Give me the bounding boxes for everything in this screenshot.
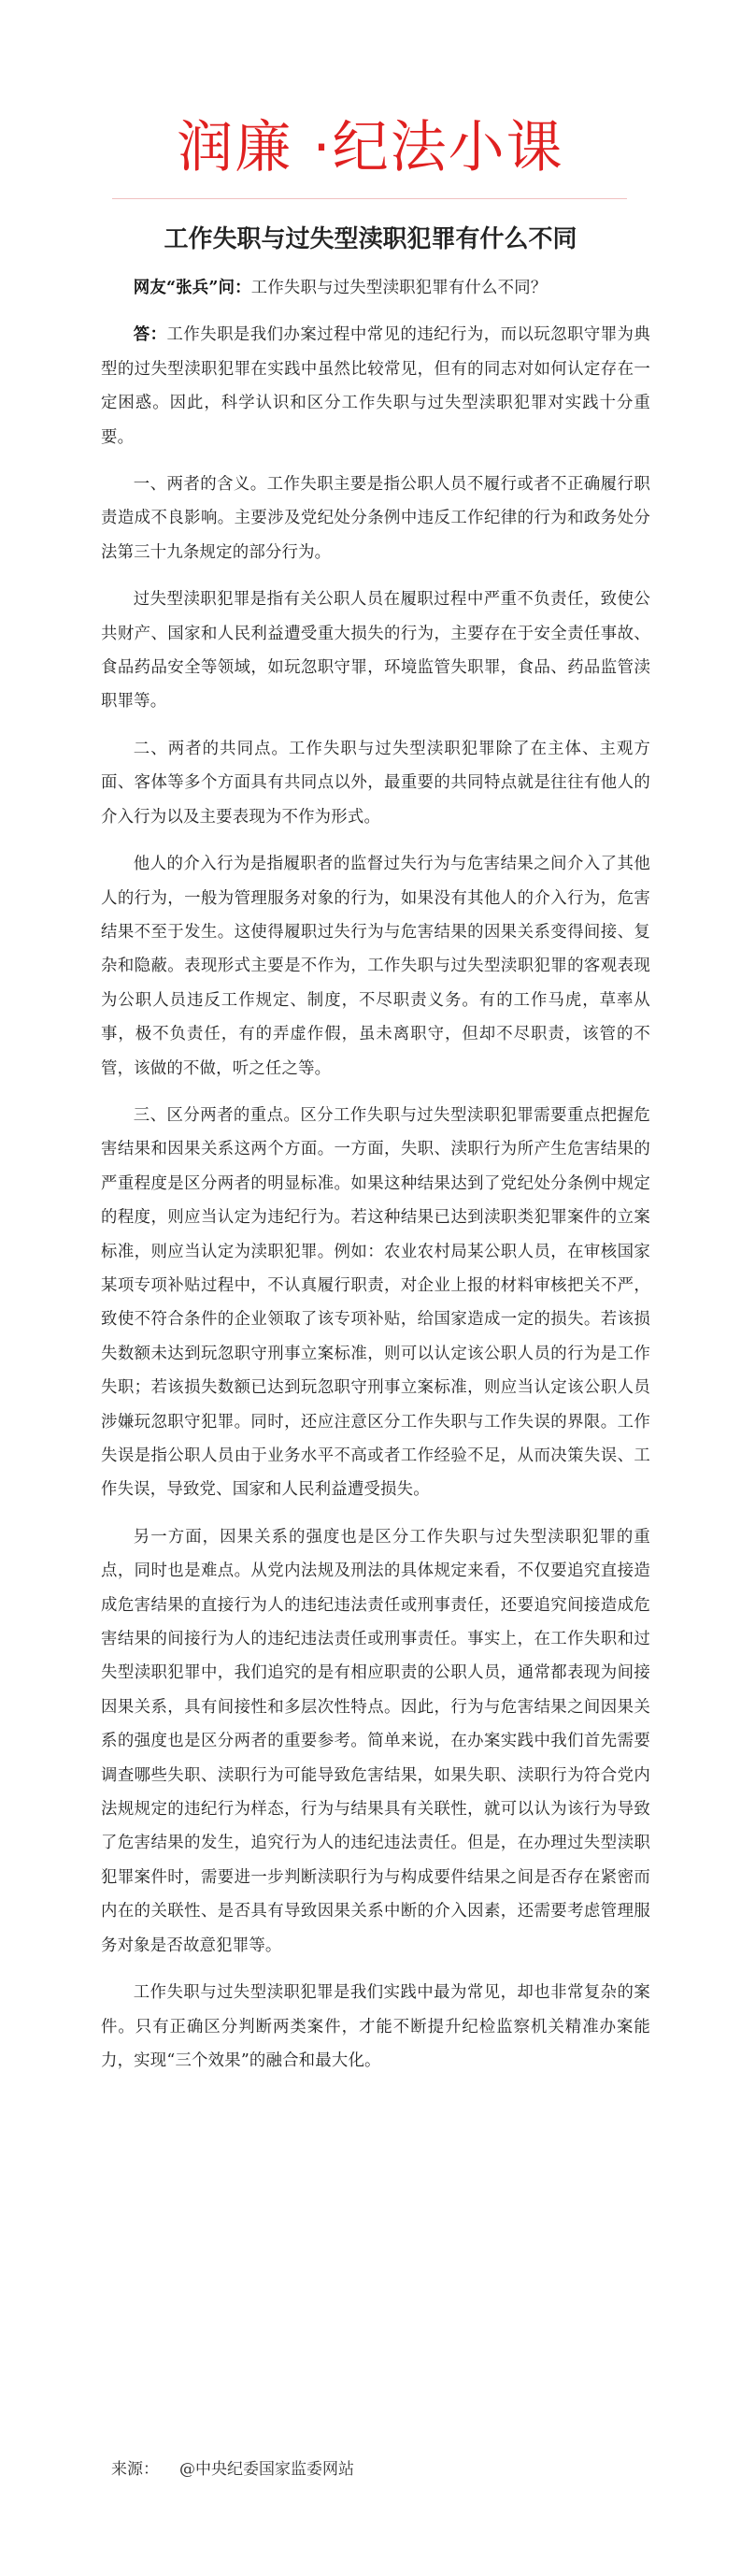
paragraph-causality: 另一方面，因果关系的强度也是区分工作失职与过失型渎职犯罪的重点，同时也是难点。从党内法规及刑法的具体规定来看，不仅要追究直接造成危害结果的直接行为人的违纪违法责任或刑事责任，还要追究间接造成危害结果的间接行为人的违纪违法责任或刑事责任。事实上，在工作失职和过失型渎职犯罪中，我们追究的是有相应职责的公职人员，通常都表现为间接因果关系，具有间接性和多层次性特点。因此，行为与危害结果之间因果关系的强度也是区分两者的重要参考。简单来说，在办案实践中我们首先需要调查哪些失职、渎职行为可能导致危害结果，如果失职、渎职行为符合党内法规规定的违纪行为样态，行为与结果具有关联性，就可以认为该行为导致了危害结果的发生，追究行为人的违纪违法责任。但是，在办理过失型渎职犯罪案件时，需要进一步判断渎职行为与构成要件结果之间是否存在紧密而内在的关联性、是否具有导致因果关系中断的介入因素，还需要考虑管理服务对象是否故意犯罪等。 xyxy=(101,1527,650,1955)
header-divider xyxy=(112,198,627,199)
question-prefix: 网友“张兵”问： xyxy=(133,279,251,297)
paragraph-definitions: 一、两者的含义。工作失职主要是指公职人员不履行或者不正确履行职责造成不良影响。主要涉及党纪处分条例中违反工作纪律的行为和政务处分法第三十九条规定的部分行为。 xyxy=(101,475,650,562)
answer-text: 工作失职是我们办案过程中常见的违纪行为，而以玩忽职守罪为典型的过失型渎职犯罪在实践中虽然比较常见，但有的同志对如何认定存在一定困惑。因此，科学认识和区分工作失职与过失型渎职犯罪对实践十分重要。 xyxy=(101,325,650,447)
source-line xyxy=(111,2455,634,2483)
paragraph-negligence-crime: 过失型渎职犯罪是指有关公职人员在履职过程中严重不负责任，致使公共财产、国家和人民利益遭受重大损失的行为，主要存在于安全责任事故、食品药品安全等领域，如玩忽职守罪，环境监管失职罪，食品、药品监管渎职罪等。 xyxy=(101,590,650,712)
question-paragraph xyxy=(101,271,650,305)
column-title: 润廉 ·纪法小课 xyxy=(177,115,564,180)
source-label: 来源： xyxy=(111,2460,159,2479)
answer-prefix: 答： xyxy=(133,325,167,345)
source-value: @中央纪委国家监委网站 xyxy=(179,2460,354,2479)
article-title: 工作失职与过失型渎职犯罪有什么不同 xyxy=(164,225,577,253)
paragraph-conclusion: 工作失职与过失型渎职犯罪是我们实践中最为常见，却也非常复杂的案件。只有正确区分判断两类案件，才能不断提升纪检监察机关精准办案能力，实现“三个效果”的融合和最大化。 xyxy=(101,1983,650,2070)
paragraph-key-distinctions: 三、区分两者的重点。区分工作失职与过失型渎职犯罪需要重点把握危害结果和因果关系这两个方面。一方面，失职、渎职行为所产生危害结果的严重程度是区分两者的明显标准。如果这种结果达到了党纪处分条例中规定的程度，则应当认定为违纪行为。若这种结果已达到渎职类犯罪案件的立案标准，则应当认定为渎职犯罪。例如：农业农村局某公职人员，在审核国家某项专项补贴过程中，不认真履行职责，对企业上报的材料审核把关不严，致使不符合条件的企业领取了该专项补贴，给国家造成一定的损失。若该损失数额未达到玩忽职守刑事立案标准，则可以认定该公职人员的行为是工作失职；若该损失数额已达到玩忽职守刑事立案标准，则应当认定该公职人员涉嫌玩忽职守犯罪。同时，还应注意区分工作失职与工作失误的界限。工作失误是指公职人员由于业务水平不高或者工作经验不足，从而决策失误、工作失误，导致党、国家和人民利益遭受损失。 xyxy=(101,1105,650,1500)
paragraph-intervening-acts: 他人的介入行为是指履职者的监督过失行为与危害结果之间介入了其他人的行为，一般为管理服务对象的行为，如果没有其他人的介入行为，危害结果不至于发生。这使得履职过失行为与危害结果的因果关系变得间接、复杂和隐蔽。表现形式主要是不作为，工作失职与过失型渎职犯罪的客观表现为公职人员违反工作规定、制度，不尽职责义务。有的工作马虎，草率从事，极不负责任，有的弄虚作假，虽未离职守，但却不尽职责，该管的不管，该做的不做，听之任之等。 xyxy=(101,855,650,1078)
question-text: 工作失职与过失型渎职犯罪有什么不同？ xyxy=(250,279,548,297)
paragraph-common-points: 二、两者的共同点。工作失职与过失型渎职犯罪除了在主体、主观方面、客体等多个方面具有共同点以外，最重要的共同特点就是往往有他人的介入行为以及主要表现为不作为形式。 xyxy=(101,739,650,827)
answer-paragraph xyxy=(101,318,650,454)
article-body xyxy=(101,271,650,2091)
